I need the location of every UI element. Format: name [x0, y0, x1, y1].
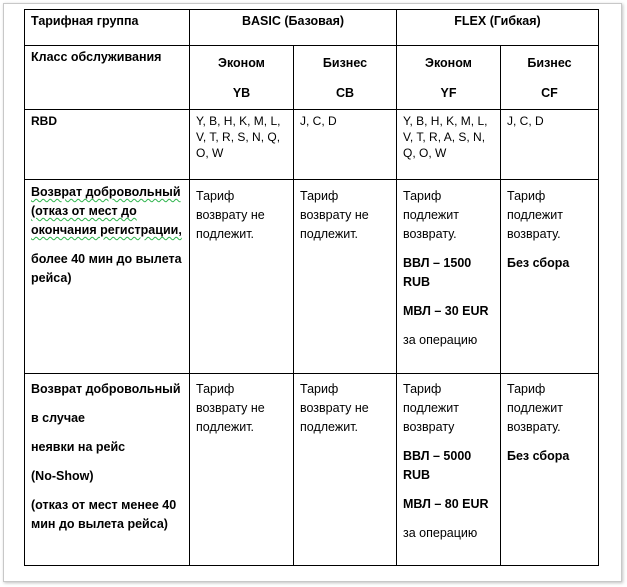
refund-voluntary-flex-econom-international: МВЛ – 30 EUR: [403, 304, 489, 318]
basic-business-code: CB: [335, 86, 355, 100]
refund-voluntary-basic-econom: Тариф возврату не подлежит.: [196, 189, 265, 241]
refund-noshow-flex-business-cell: [501, 374, 599, 566]
flex-label: FLEX (Гибкая): [454, 14, 541, 28]
table-row-service-class: [25, 46, 599, 110]
basic-econom-code: YB: [232, 86, 251, 100]
rbd-flex-business-cell: [501, 110, 599, 180]
refund-noshow-basic-business-cell: [294, 374, 397, 566]
flex-econom-cell: [397, 46, 501, 110]
refund-voluntary-basic-econom-cell: [190, 180, 294, 374]
group-label-cell: [25, 10, 190, 46]
service-class-label-cell: [25, 46, 190, 110]
table-row-header: [25, 10, 599, 46]
refund-noshow-label-line1: Возврат добровольный: [31, 382, 181, 396]
refund-voluntary-flex-business-text: Тариф подлежит возврату.: [507, 189, 563, 241]
flex-econom-name: Эконом: [425, 56, 472, 70]
basic-label: BASIC (Базовая): [241, 14, 345, 28]
rbd-basic-business: J, C, D: [300, 114, 337, 128]
refund-voluntary-label-cell: [25, 180, 190, 374]
refund-voluntary-flex-business-fee: Без сбора: [507, 256, 570, 270]
refund-voluntary-label-line4: более 40 мин до вылета рейса): [31, 252, 182, 285]
table-row-refund-noshow: [25, 374, 599, 566]
refund-noshow-flex-econom-cell: [397, 374, 501, 566]
basic-header-cell: [190, 10, 397, 46]
refund-voluntary-label-line1: Возврат добровольный: [31, 185, 181, 199]
refund-noshow-label-line3: неявки на рейс: [31, 440, 126, 454]
basic-econom-cell: [190, 46, 294, 110]
flex-business-code: CF: [541, 86, 558, 100]
rbd-label-cell: [25, 110, 190, 180]
refund-noshow-flex-econom-international: МВЛ – 80 EUR: [403, 497, 489, 511]
basic-econom-name: Эконом: [218, 56, 265, 70]
refund-noshow-flex-econom-per: за операцию: [403, 526, 478, 540]
table-row-refund-voluntary: [25, 180, 599, 374]
refund-voluntary-flex-econom-cell: [397, 180, 501, 374]
refund-noshow-label-line4: (No-Show): [31, 469, 94, 483]
refund-voluntary-flex-business-cell: [501, 180, 599, 374]
basic-business-name: Бизнес: [322, 56, 368, 70]
refund-noshow-basic-econom-cell: [190, 374, 294, 566]
refund-noshow-basic-business: Тариф возврату не подлежит.: [300, 382, 369, 434]
fare-table: [24, 9, 599, 566]
flex-econom-code: YF: [440, 86, 457, 100]
flex-header-cell: [397, 10, 599, 46]
refund-voluntary-label-line3: окончания регистрации,: [31, 223, 182, 237]
refund-voluntary-basic-business: Тариф возврату не подлежит.: [300, 189, 369, 241]
refund-noshow-flex-business-fee: Без сбора: [507, 449, 570, 463]
group-label: Тарифная группа: [31, 14, 139, 28]
flex-business-name: Бизнес: [527, 56, 572, 70]
rbd-flex-econom: Y, B, H, K, M, L, V, T, R, A, S, N, Q, O, W: [403, 114, 488, 160]
refund-noshow-flex-econom-domestic: ВВЛ – 5000 RUB: [403, 449, 472, 482]
table-row-rbd: [25, 110, 599, 180]
refund-noshow-flex-business-text: Тариф подлежит возврату.: [507, 382, 563, 434]
refund-noshow-label-cell: [25, 374, 190, 566]
refund-noshow-flex-econom-text: Тариф подлежит возврату: [403, 382, 459, 434]
rbd-flex-econom-cell: [397, 110, 501, 180]
refund-voluntary-flex-econom-domestic: ВВЛ – 1500 RUB: [403, 256, 472, 289]
refund-noshow-basic-econom: Тариф возврату не подлежит.: [196, 382, 265, 434]
refund-voluntary-flex-econom-text: Тариф подлежит возврату.: [403, 189, 459, 241]
service-class-label: Класс обслуживания: [31, 50, 162, 64]
basic-business-cell: [294, 46, 397, 110]
rbd-basic-econom-cell: [190, 110, 294, 180]
flex-business-cell: [501, 46, 599, 110]
refund-voluntary-basic-business-cell: [294, 180, 397, 374]
rbd-flex-business: J, C, D: [507, 114, 544, 128]
refund-noshow-label-line2: в случае: [31, 411, 85, 425]
rbd-basic-business-cell: [294, 110, 397, 180]
rbd-label: RBD: [31, 114, 57, 128]
refund-voluntary-flex-econom-per: за операцию: [403, 333, 478, 347]
refund-noshow-label-line5: (отказ от мест менее 40 мин до вылета рейса): [31, 498, 177, 531]
refund-voluntary-label-line2: (отказ от мест до: [31, 204, 137, 218]
rbd-basic-econom: Y, B, H, K, M, L, V, T, R, S, N, Q, O, W: [196, 114, 281, 160]
